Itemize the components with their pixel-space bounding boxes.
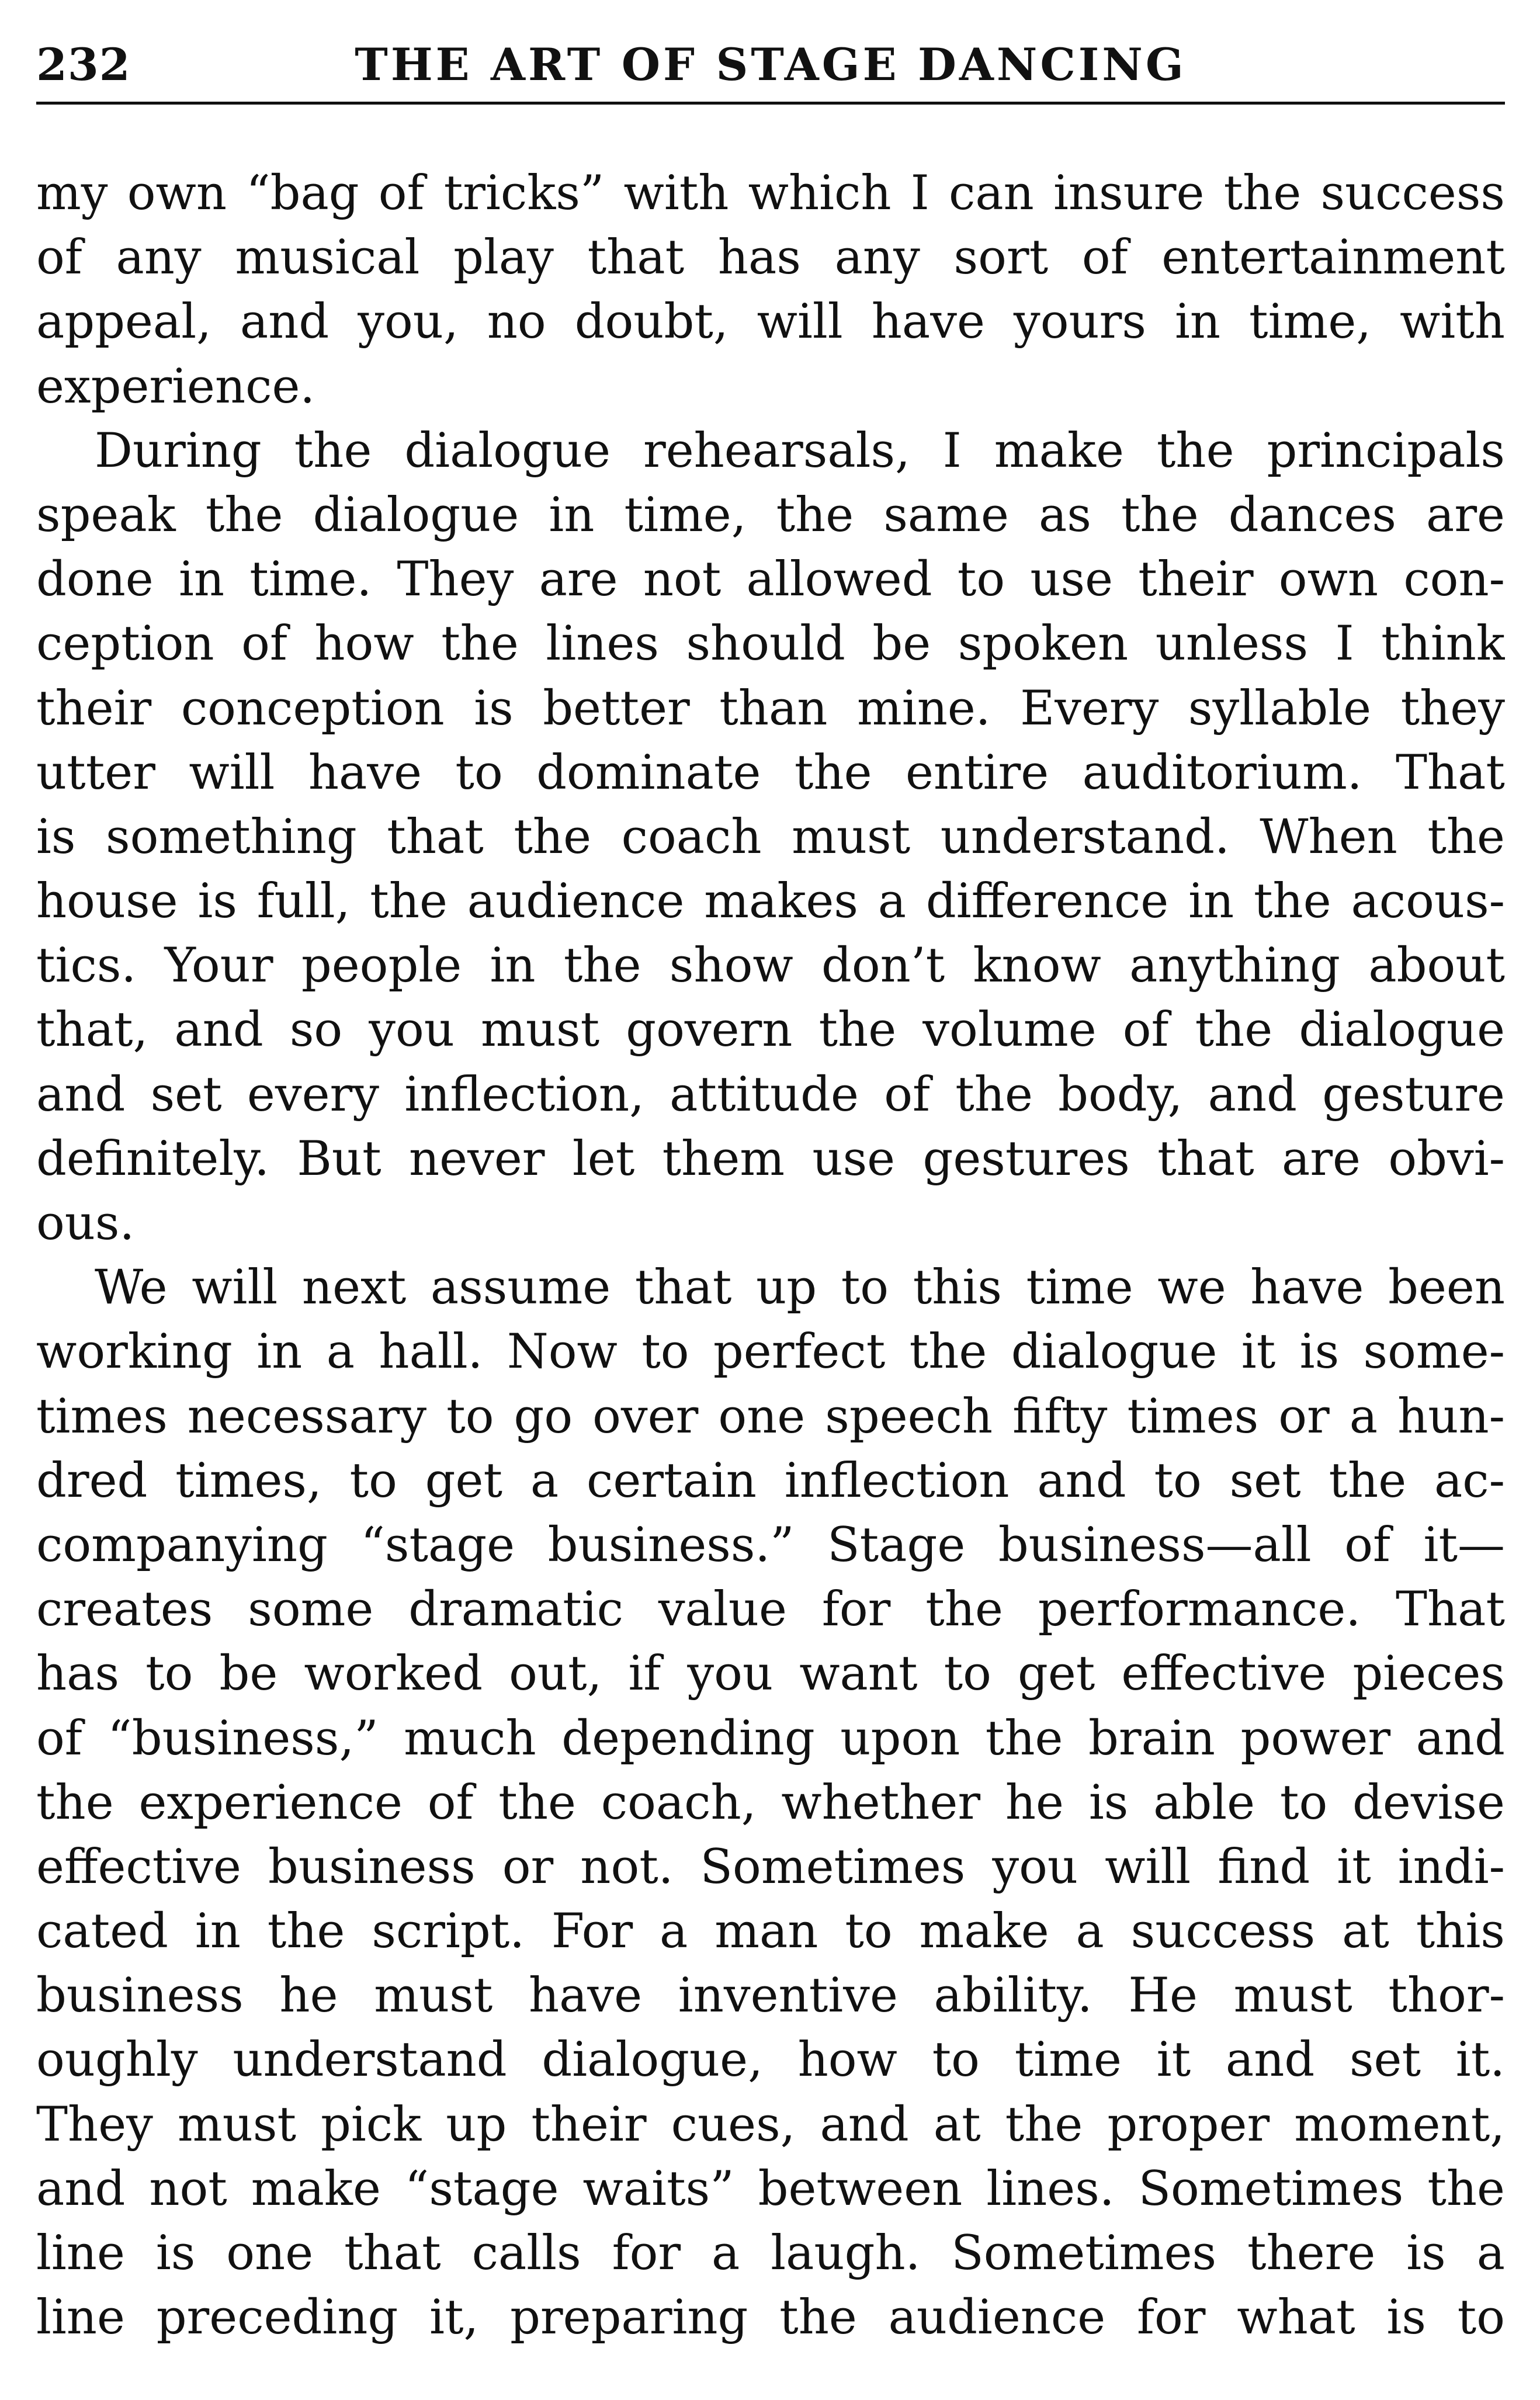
- text-line: appeal, and you, no doubt, will have yours in time, with: [36, 294, 1505, 350]
- text-line: of any musical play that has any sort of entertainment: [36, 230, 1505, 286]
- text-line: utter will have to dominate the entire auditorium. That: [36, 745, 1505, 800]
- text-line: and set every inflection, attitude of the body, and gesture: [36, 1067, 1505, 1122]
- text-line: working in a hall. Now to perfect the dialogue it is some-: [36, 1324, 1505, 1380]
- body-text: [36, 161, 1505, 2350]
- text-line: house is full, the audience makes a difference in the acous-: [36, 874, 1505, 930]
- text-line: my own “bag of tricks” with which I can insure the success: [36, 166, 1505, 221]
- text-line: During the dialogue rehearsals, I make the principals: [95, 423, 1505, 478]
- text-line: the experience of the coach, whether he is able to devise: [36, 1775, 1505, 1830]
- text-line: is something that the coach must understand. When the: [36, 809, 1505, 865]
- text-line: has to be worked out, if you want to get effective pieces: [36, 1646, 1505, 1702]
- text-line: and not make “stage waits” between lines. Sometimes the: [36, 2161, 1505, 2217]
- header-rule: [36, 102, 1505, 105]
- book-page: [36, 0, 1505, 2400]
- paragraph-1: [36, 161, 1505, 419]
- running-head: [36, 33, 1505, 97]
- text-line: We will next assume that up to this time we have been: [95, 1260, 1505, 1316]
- text-line: times necessary to go over one speech fifty times or a hun-: [36, 1389, 1505, 1444]
- text-line: tics. Your people in the show don’t know anything about: [36, 938, 1505, 994]
- text-line: oughly understand dialogue, how to time it and set it.: [36, 2033, 1505, 2088]
- running-title: THE ART OF STAGE DANCING: [355, 39, 1187, 91]
- text-line: They must pick up their cues, and at the proper moment,: [36, 2097, 1505, 2152]
- text-line: of “business,” much depending upon the brain power and: [36, 1711, 1505, 1766]
- text-line: effective business or not. Sometimes you will find it indi-: [36, 1839, 1505, 1895]
- text-line: speak the dialogue in time, the same as the dances are: [36, 487, 1505, 543]
- text-line: ous.: [36, 1196, 135, 1251]
- text-line: ception of how the lines should be spoken unless I think: [36, 616, 1505, 672]
- text-line: their conception is better than mine. Every syllable they: [36, 681, 1505, 736]
- text-line: dred times, to get a certain inflection and to set the ac-: [36, 1453, 1505, 1508]
- paragraph-2: [36, 419, 1505, 1256]
- text-line: definitely. But never let them use gestures that are obvi-: [36, 1131, 1505, 1187]
- text-line: creates some dramatic value for the performance. That: [36, 1582, 1505, 1638]
- text-line: cated in the script. For a man to make a success at this: [36, 1904, 1505, 1959]
- text-line: companying “stage business.” Stage business—all of it—: [36, 1517, 1505, 1573]
- text-line: business he must have inventive ability. He must thor-: [36, 1968, 1505, 2024]
- text-line: line preceding it, preparing the audience for what is to: [36, 2290, 1505, 2346]
- text-line: line is one that calls for a laugh. Sometimes there is a: [36, 2226, 1505, 2281]
- text-line: experience.: [36, 359, 315, 414]
- paragraph-3: [36, 1256, 1505, 2350]
- text-line: that, and so you must govern the volume of the dialogue: [36, 1003, 1505, 1058]
- page-number: 232: [36, 39, 131, 91]
- text-line: done in time. They are not allowed to use their own con-: [36, 552, 1505, 608]
